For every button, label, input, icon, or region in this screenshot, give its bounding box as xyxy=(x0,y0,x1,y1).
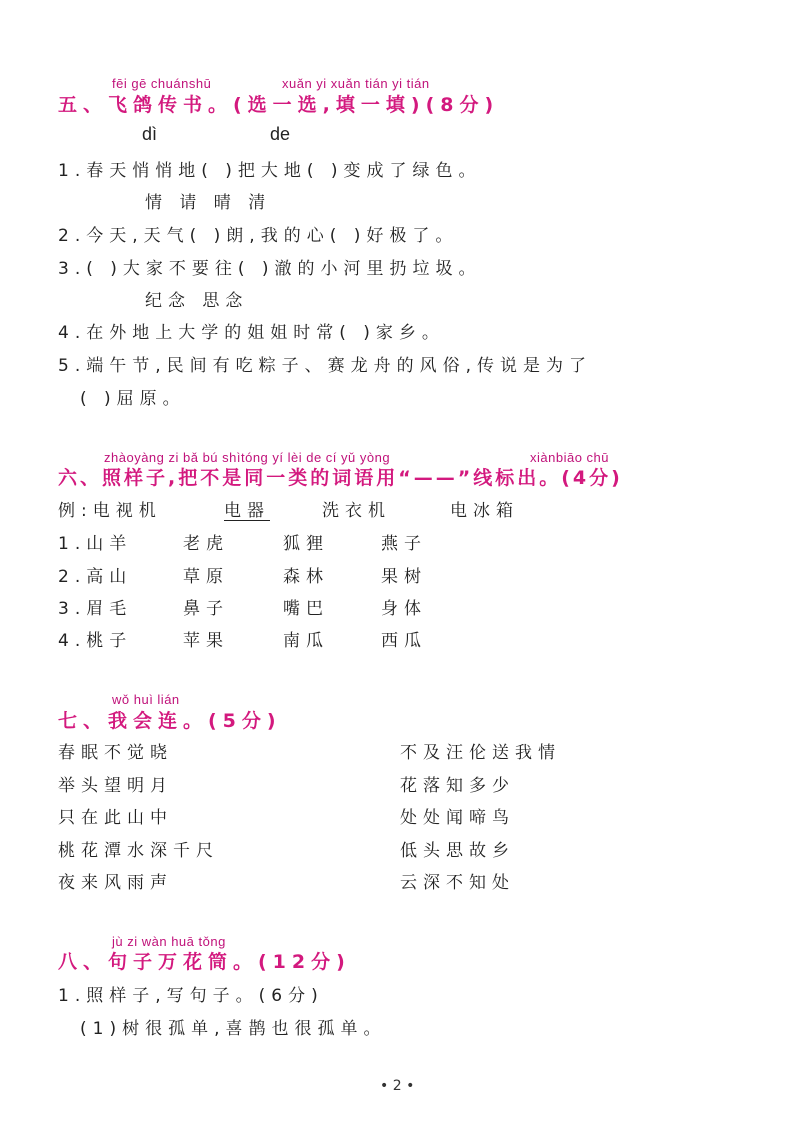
s5-question-2: 2.今天,天气( )朗,我的心( )好极了。 xyxy=(58,226,459,246)
s6-row3-d: 身体 xyxy=(381,599,427,619)
hint-de: de xyxy=(270,124,291,144)
s6-row2-c: 森林 xyxy=(283,567,329,587)
s7-right-1: 不及汪伦送我情 xyxy=(400,743,561,763)
s5-question-4: 4.在外地上大学的姐姐时常( )家乡。 xyxy=(58,323,445,343)
s6-row2-b: 草原 xyxy=(183,567,229,587)
s6-row1-d: 燕子 xyxy=(381,534,427,554)
s6-row4-d: 西瓜 xyxy=(381,631,427,651)
s7-left-4: 桃花潭水深千尺 xyxy=(58,841,219,861)
s6-row3-a: 3.眉毛 xyxy=(58,599,133,619)
s6-row4-c: 南瓜 xyxy=(283,631,329,651)
s6-row1-b: 老虎 xyxy=(183,534,229,554)
pinyin-s6-b: xiànbiāo chū xyxy=(530,450,609,465)
pinyin-s5-a: fēi gē chuánshū xyxy=(112,76,212,91)
s5-question-5b: ( )屈原。 xyxy=(80,389,186,409)
pinyin-s8: jù zi wàn huā tǒng xyxy=(112,934,226,949)
s7-right-2: 花落知多少 xyxy=(400,776,515,796)
section-7-heading: 七、我会连。(5分) xyxy=(58,710,282,732)
section-8-heading: 八、句子万花筒。(12分) xyxy=(58,951,351,973)
s6-row4-a: 4.桃子 xyxy=(58,631,133,651)
s6-row3-c: 嘴巴 xyxy=(283,599,329,619)
s7-right-5: 云深不知处 xyxy=(400,873,515,893)
s6-row2-d: 果树 xyxy=(381,567,427,587)
s5-hint-2: 情 请 晴 清 xyxy=(145,193,272,213)
s8-question-1-1: (1)树很孤单,喜鹊也很孤单。 xyxy=(80,1019,387,1039)
s6-row2-a: 2.高山 xyxy=(58,567,133,587)
s7-right-4: 低头思故乡 xyxy=(400,841,515,861)
page-number: • 2 • xyxy=(380,1078,415,1094)
s8-question-1: 1.照样子,写句子。(6分) xyxy=(58,986,324,1006)
pinyin-s7: wǒ huì lián xyxy=(112,692,180,707)
s6-example-label: 例:电视机 xyxy=(58,501,162,521)
s5-hint-3: 纪念 思念 xyxy=(145,291,249,311)
section-5-heading: 五、飞鸽传书。(选一选,填一填)(8分) xyxy=(58,94,500,116)
s7-left-5: 夜来风雨声 xyxy=(58,873,173,893)
s7-right-3: 处处闻啼鸟 xyxy=(400,808,515,828)
pinyin-s6-a: zhàoyàng zi bǎ bú shìtóng yí lèi de cí yǔ yòng xyxy=(104,450,391,465)
s5-question-1: 1.春天悄悄地( )把大地( )变成了绿色。 xyxy=(58,161,482,181)
s7-left-2: 举头望明月 xyxy=(58,776,173,796)
s6-row3-b: 鼻子 xyxy=(183,599,229,619)
s6-row1-a: 1.山羊 xyxy=(58,534,133,554)
s6-row4-b: 苹果 xyxy=(183,631,229,651)
s5-question-5a: 5.端午节,民间有吃粽子、赛龙舟的风俗,传说是为了 xyxy=(58,356,593,376)
s7-left-1: 春眠不觉晓 xyxy=(58,743,173,763)
s7-left-3: 只在此山中 xyxy=(58,808,173,828)
s5-question-3: 3.( )大家不要往( )澈的小河里扔垃圾。 xyxy=(58,259,482,279)
s6-example-d: 电冰箱 xyxy=(450,501,519,521)
s6-example-c: 洗衣机 xyxy=(322,501,391,521)
section-6-heading: 六、照样子,把不是同一类的词语用“——”线标出。(4分) xyxy=(58,467,623,489)
pinyin-s5-b: xuǎn yi xuǎn tián yi tián xyxy=(282,76,430,91)
hint-di: dì xyxy=(142,124,158,144)
s6-example-marked: 电器 xyxy=(224,501,270,521)
s6-row1-c: 狐狸 xyxy=(283,534,329,554)
